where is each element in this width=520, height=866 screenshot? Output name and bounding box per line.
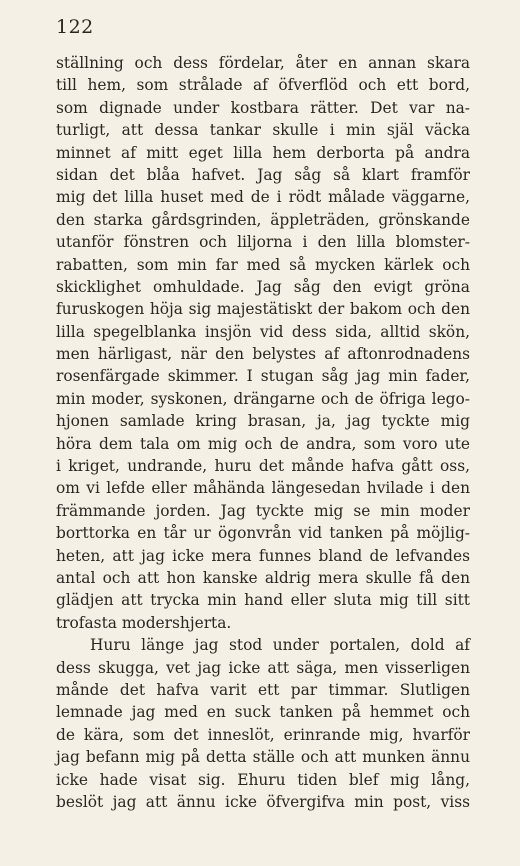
text-line: som dignade under kostbara rätter. Det var na- bbox=[56, 98, 470, 117]
text-line: skicklighet omhuldade. Jag såg den evigt gröna bbox=[56, 277, 470, 296]
text-line: rosenfärgade skimmer. I stugan såg jag min fader, bbox=[56, 367, 470, 386]
text-line: min moder, syskonen, drängarne och de öfriga lego- bbox=[56, 389, 470, 408]
text-line: lilla spegelblanka insjön vid dess sida, alltid skön, bbox=[56, 322, 470, 341]
text-line: främmande jorden. Jag tyckte mig se min moder bbox=[56, 501, 470, 520]
page-number: 122 bbox=[56, 16, 94, 38]
text-line: mig det lilla huset med de i rödt målade väggarne, bbox=[56, 188, 470, 207]
text-line: beslöt jag att ännu icke öfvergifva min post, viss bbox=[56, 792, 470, 811]
text-line: den starka gårdsgrinden, äppleträden, grönskande bbox=[56, 210, 470, 229]
text-line: sidan det blåa hafvet. Jag såg så klart framför bbox=[56, 165, 470, 184]
text-line: borttorka en tår ur ögonvrån vid tanken på möjlig- bbox=[56, 524, 470, 543]
body-text bbox=[56, 52, 470, 813]
text-line: höra dem tala om mig och de andra, som voro ute bbox=[56, 434, 470, 453]
text-line: till hem, som strålade af öfverflöd och ett bord, bbox=[56, 76, 470, 95]
text-line: Huru länge jag stod under portalen, dold af bbox=[90, 636, 470, 655]
text-line: utanför fönstren och liljorna i den lilla blomster- bbox=[56, 233, 470, 252]
text-line: minnet af mitt eget lilla hem derborta på andra bbox=[56, 143, 470, 162]
paragraph-1 bbox=[56, 52, 470, 634]
text-line: ställning och dess fördelar, åter en annan skara bbox=[56, 54, 470, 72]
text-line: lemnade jag med en suck tanken på hemmet och bbox=[56, 703, 470, 722]
text-line: furuskogen höja sig majestätiskt der bakom och den bbox=[56, 300, 470, 319]
text-line: i kriget, undrande, huru det månde hafva gått oss, bbox=[56, 457, 470, 476]
text-line: heten, att jag icke mera funnes bland de lefvandes bbox=[56, 546, 470, 565]
text-line: jag befann mig på detta ställe och att munken ännu bbox=[56, 748, 470, 767]
paragraph-2 bbox=[56, 634, 470, 813]
text-line: men härligast, när den belystes af aftonrodnadens bbox=[56, 345, 470, 364]
text-line: hjonen samlade kring brasan, ja, jag tyckte mig bbox=[56, 412, 470, 431]
text-line: månde det hafva varit ett par timmar. Slutligen bbox=[56, 680, 470, 699]
text-line: glädjen att trycka min hand eller sluta mig till sitt bbox=[56, 591, 470, 610]
text-line: antal och att hon kanske aldrig mera skulle få den bbox=[56, 568, 470, 587]
text-line: dess skugga, vet jag icke att säga, men visserligen bbox=[56, 658, 470, 677]
text-line: trofasta modershjerta. bbox=[56, 613, 232, 632]
text-line: de kära, som det inneslöt, erinrande mig, hvarför bbox=[56, 725, 470, 744]
text-line: om vi lefde eller måhända längesedan hvilade i den bbox=[56, 479, 470, 498]
text-line: icke hade visat sig. Ehuru tiden blef mig lång, bbox=[56, 770, 470, 789]
text-line: turligt, att dessa tankar skulle i min själ väcka bbox=[56, 121, 470, 140]
text-line: rabatten, som min far med så mycken kärlek och bbox=[56, 255, 470, 274]
